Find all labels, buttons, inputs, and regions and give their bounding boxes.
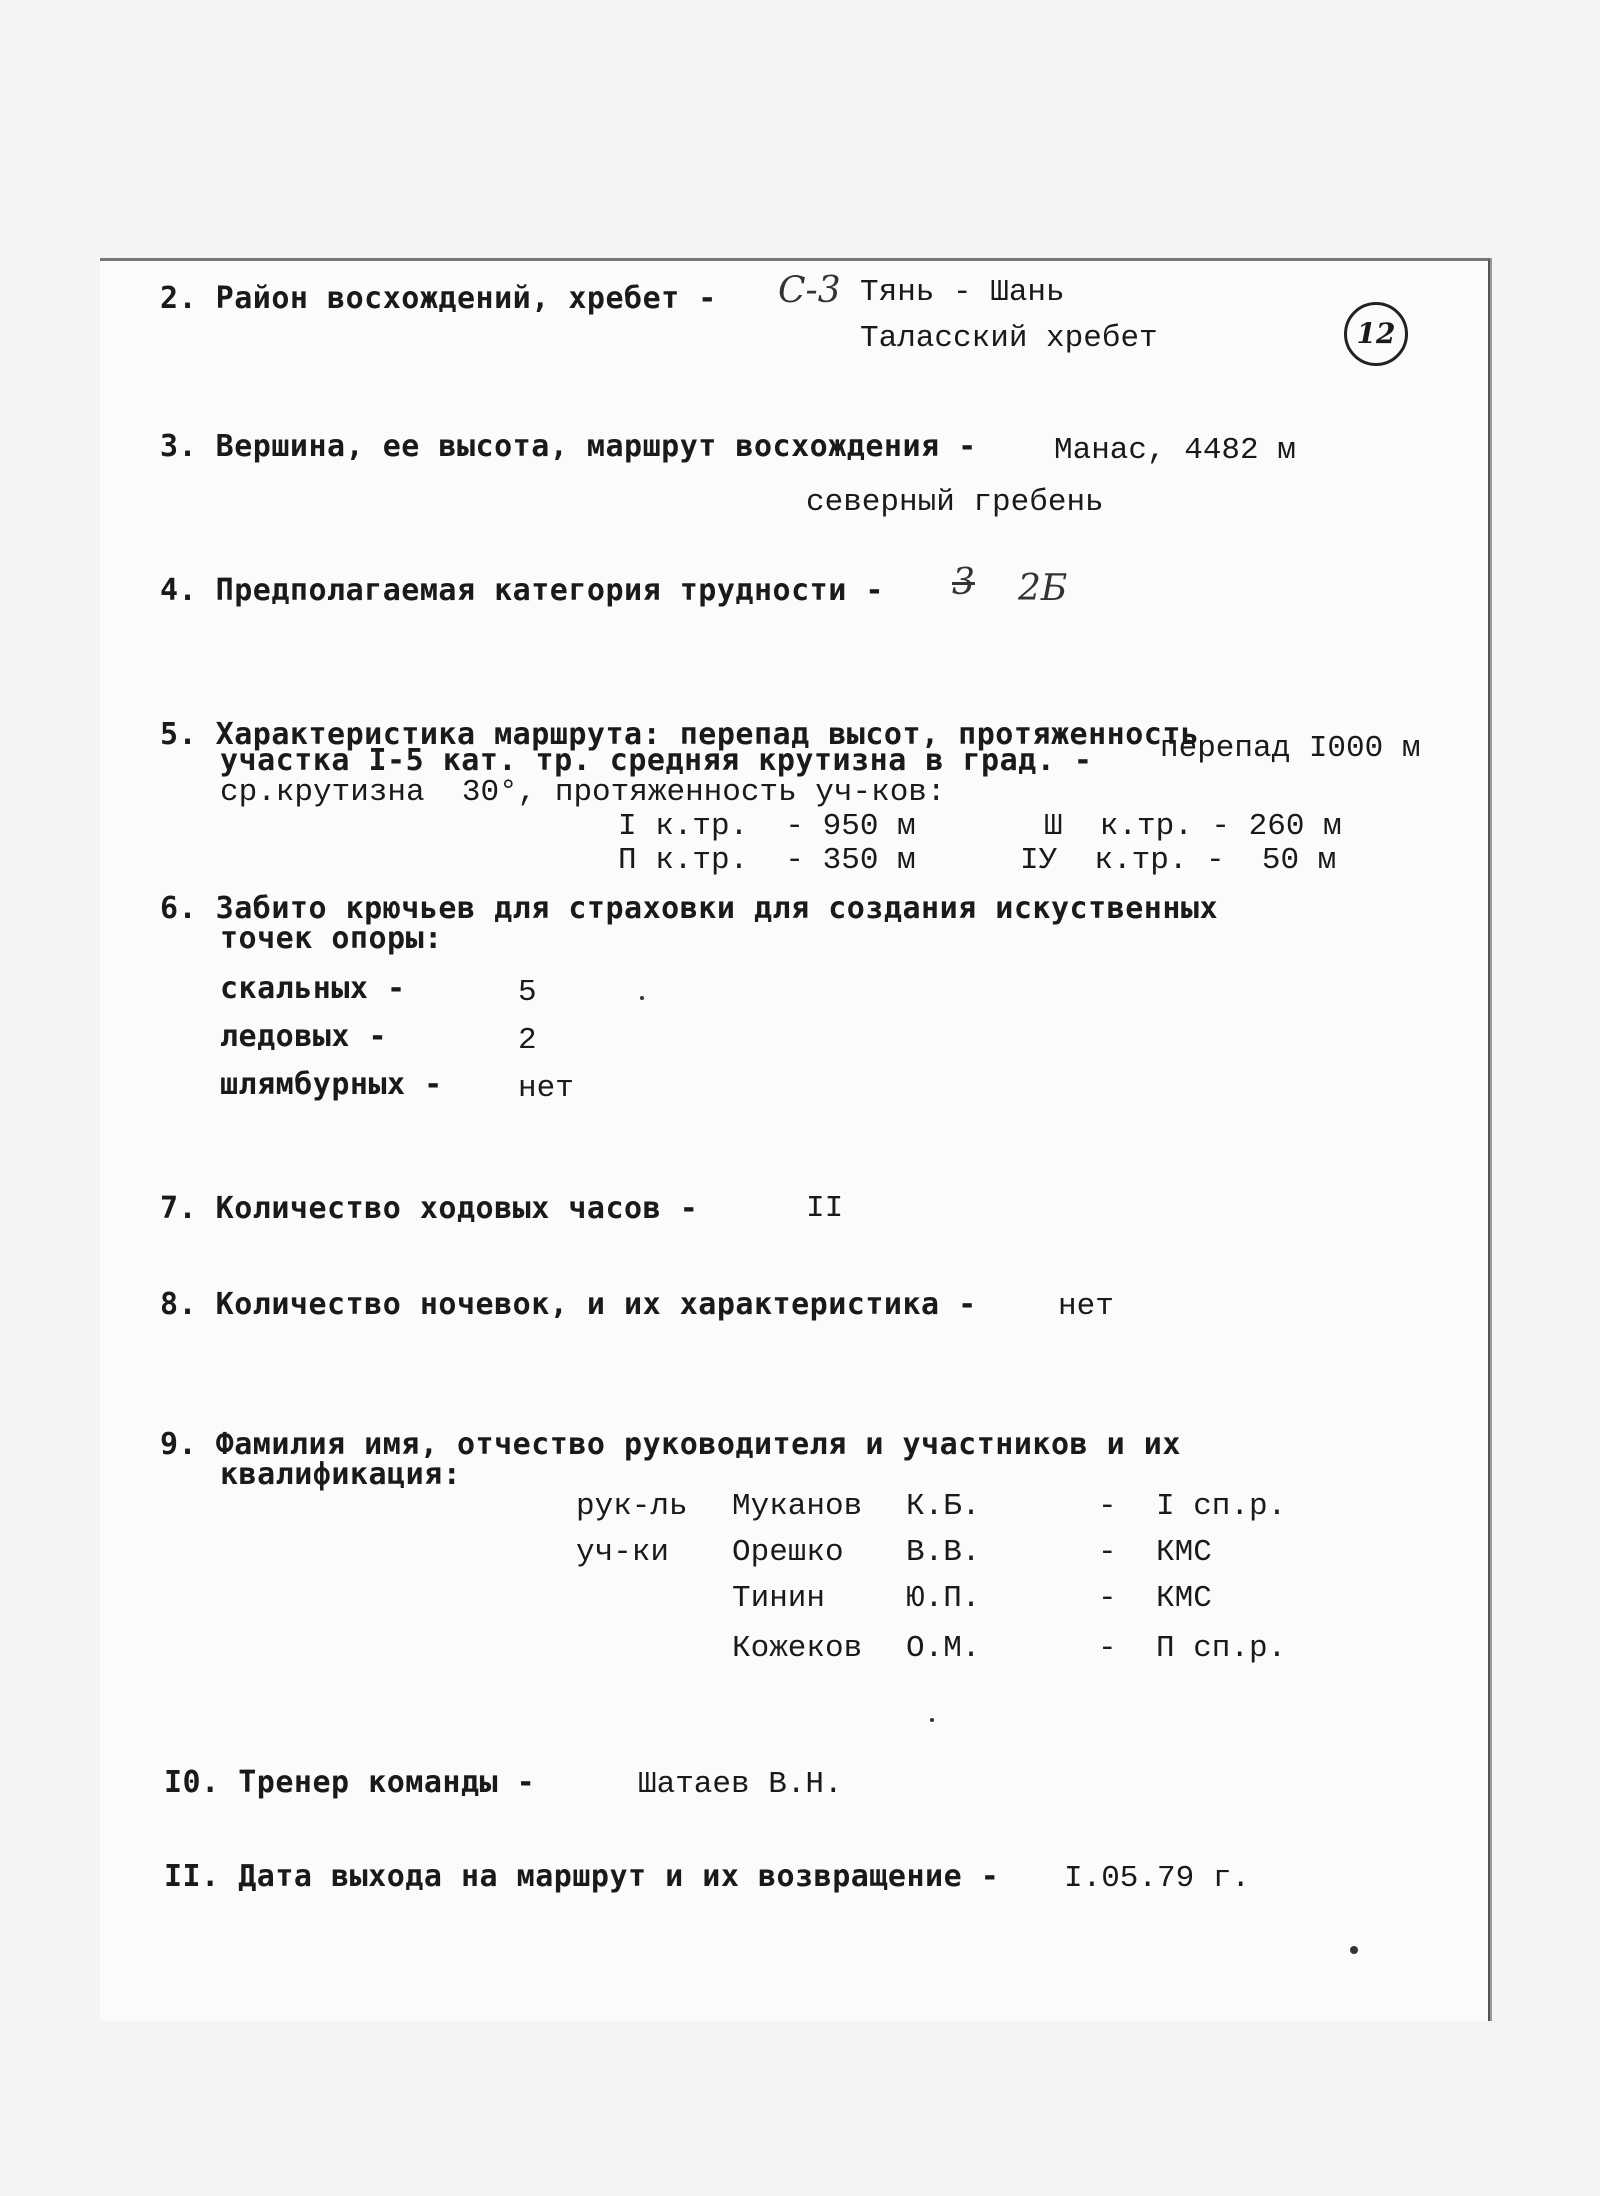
item5-label-line2: участка I-5 кат. тр. средняя крутизна в град. - [220,743,1093,778]
item2-value-line1: Тянь - Шань [860,275,1065,310]
member-qualification: КМС [1156,1535,1212,1570]
item6-bolts-label: шлямбурных - [220,1067,443,1102]
member-dash: - [1098,1631,1117,1666]
member-dash: - [1098,1581,1117,1616]
member-initials: К.Б. [906,1489,981,1524]
item10-value: Шатаев В.Н. [638,1767,843,1802]
member-initials: О.М. [906,1631,981,1666]
item4-label: 4. Предполагаемая категория трудности - [160,573,884,608]
item10-label: I0. Тренер команды - [164,1765,536,1800]
item6-ice-pitons-label: ледовых - [220,1019,388,1054]
item5-row2-right: IУ к.тр. - 50 м [1020,843,1337,878]
item8-value: нет [1058,1289,1114,1324]
item7-label: 7. Количество ходовых часов - [160,1191,699,1226]
item7-value: II [806,1191,844,1226]
item5-row1-left: I к.тр. - 950 м [618,809,916,844]
item5-value-line2: ср.крутизна 30°, протяженность уч-ков: [220,775,946,810]
page-number-stamp: 12 [1344,302,1408,366]
item2-handwritten-note: С-3 [778,270,841,311]
item5-row2-left: П к.тр. - 350 м [618,843,916,878]
item3-value-line1: Манас, 4482 м [1054,433,1296,468]
item5-value-line1: перепад I000 м [1160,731,1421,766]
item5-label-line1: 5. Характеристика маршрута: перепад высот, протяженность [160,717,1200,752]
item6-label-line1: 6. Забито крючьев для страховки для создания искуственных [160,891,1219,926]
member-qualification: П сп.р. [1156,1631,1287,1666]
item4-handwritten-category: 2Б [1018,568,1068,609]
member-initials: В.В. [906,1535,981,1570]
item3-value-line2: северный гребень [806,485,1104,520]
item6-rock-pitons-label: скальных - [220,971,406,1006]
item6-label-line2: точек опоры: [220,921,443,956]
member-surname: Кожеков [732,1631,863,1666]
member-surname: Муканов [732,1489,863,1524]
item9-label-line1: 9. Фамилия имя, отчество руководителя и участников и их [160,1427,1181,1462]
member-dash: - [1098,1535,1117,1570]
scan-speck [1350,1946,1358,1954]
member-qualification: I сп.р. [1156,1489,1287,1524]
item6-rock-pitons-value: 5 [518,975,537,1010]
scan-speck [930,1718,934,1722]
member-dash: - [1098,1489,1117,1524]
scan-speck [640,996,644,1000]
member-qualification: КМС [1156,1581,1212,1616]
item5-row1-right: Ш к.тр. - 260 м [1044,809,1342,844]
item2-label: 2. Район восхождений, хребет - [160,281,717,316]
item6-ice-pitons-value: 2 [518,1023,537,1058]
item11-label: II. Дата выхода на маршрут и их возвращение - [164,1859,1000,1894]
member-surname: Орешко [732,1535,844,1570]
item9-label-line2: квалификация: [220,1457,462,1492]
item4-crossed-category: 3 [952,562,975,603]
member-initials: Ю.П. [906,1581,981,1616]
item2-value-line2: Таласский хребет [860,321,1158,356]
item8-label: 8. Количество ночевок, и их характеристика - [160,1287,977,1322]
member-role: уч-ки [576,1535,670,1570]
member-role: рук-ль [576,1489,688,1524]
document-sheet [100,258,1490,2021]
item3-label: 3. Вершина, ее высота, маршрут восхождения - [160,429,977,464]
item11-value: I.05.79 г. [1064,1861,1251,1896]
item6-bolts-value: нет [518,1071,574,1106]
member-surname: Тинин [732,1581,826,1616]
